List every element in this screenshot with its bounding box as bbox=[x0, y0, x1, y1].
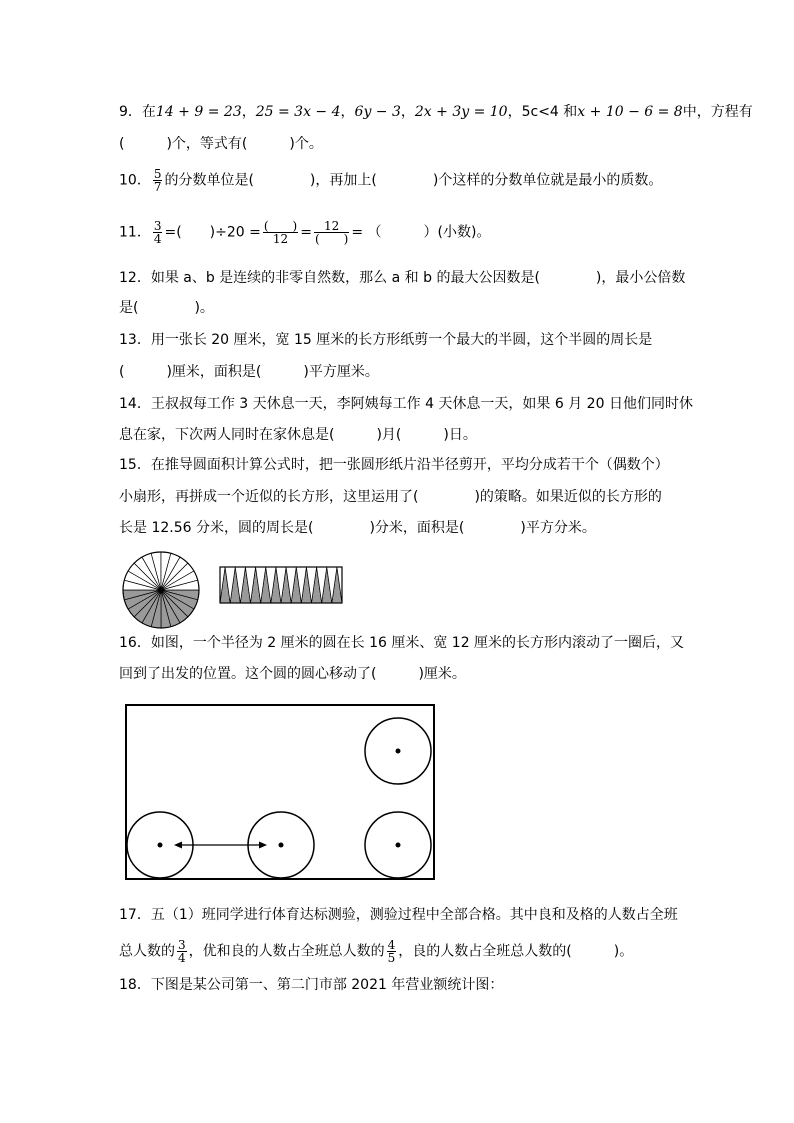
center-dot bbox=[396, 843, 401, 848]
q10-fraction: $\frac{5}{7}$ bbox=[153, 167, 162, 194]
approx-rectangle-figure bbox=[218, 565, 344, 605]
q11-fraction-2: $\frac{( )}{12}$ bbox=[263, 219, 298, 246]
q10-line: 10． $\frac{5}{7}$ 的分数单位是( )，再加上( )个这样的分数单位就是最小的质数。 bbox=[119, 167, 663, 194]
q18-line1: 18．下图是某公司第一、第二门市部 2021 年营业额统计图： bbox=[119, 977, 504, 993]
q11-fraction-1: $\frac{3}{4}$ bbox=[153, 219, 162, 246]
q14-line2: 息在家，下次两人同时在家休息是( )月( )日。 bbox=[119, 427, 477, 443]
q17-fraction-1: $\frac{3}{4}$ bbox=[178, 938, 186, 965]
rolling-circle-figure bbox=[124, 703, 436, 881]
q9-line1: 9．在14 + 9 = 23，25 = 3x − 4，6y − 3，2x + 3y = 10，5c<4 和x + 10 − 6 = 8中，方程有 bbox=[119, 104, 753, 120]
q13-line2: ( )厘米，面积是( )平方厘米。 bbox=[119, 364, 379, 380]
q15-line1: 15．在推导圆面积计算公式时，把一张圆形纸片沿半径剪开，平均分成若干个（偶数个） bbox=[119, 457, 669, 473]
q11-line: 11． $\frac{3}{4}$ =( )÷20 = $\frac{( )}{12}$ = $\frac{12}{( )}$ = （ ）(小数)。 bbox=[119, 219, 491, 246]
q17-line2: 总人数的 $\frac{3}{4}$ ，优和良的人数占全班总人数的 $\frac{4}{5}$ ，良的人数占全班总人数的( )。 bbox=[119, 938, 634, 965]
center-dot bbox=[158, 843, 163, 848]
double-arrow bbox=[174, 842, 267, 849]
q13-line1: 13．用一张长 20 厘米，宽 15 厘米的长方形纸剪一个最大的半圆，这个半圆的周长是 bbox=[119, 332, 653, 348]
q15-line3: 长是 12.56 分米，圆的周长是( )分米，面积是( )平方分米。 bbox=[119, 520, 596, 536]
center-dot bbox=[279, 843, 284, 848]
center-dot bbox=[396, 749, 401, 754]
q17-line1: 17．五（1）班同学进行体育达标测验，测验过程中全部合格。其中良和及格的人数占全班 bbox=[119, 907, 678, 923]
q16-line2: 回到了出发的位置。这个圆的圆心移动了( )厘米。 bbox=[119, 666, 466, 682]
q11-fraction-3: $\frac{12}{( )}$ bbox=[314, 219, 349, 246]
q15-line2: 小扇形，再拼成一个近似的长方形，这里运用了( )的策略。如果近似的长方形的 bbox=[119, 489, 662, 505]
q12-line1: 12．如果 a、b 是连续的非零自然数，那么 a 和 b 的最大公因数是( )，最小公倍数 bbox=[119, 270, 686, 286]
outer-rectangle bbox=[126, 705, 434, 879]
sector-circle-figure bbox=[120, 549, 202, 631]
q16-line1: 16．如图，一个半径为 2 厘米的圆在长 16 厘米、宽 12 厘米的长方形内滚动了一圈后，又 bbox=[119, 635, 685, 651]
q14-line1: 14．王叔叔每工作 3 天休息一天，李阿姨每工作 4 天休息一天，如果 6 月 20 日他们同时休 bbox=[119, 396, 693, 412]
q17-fraction-2: $\frac{4}{5}$ bbox=[387, 938, 396, 965]
q12-line2: 是( )。 bbox=[119, 300, 214, 316]
q9-line2: ( )个，等式有( )个。 bbox=[119, 136, 323, 152]
